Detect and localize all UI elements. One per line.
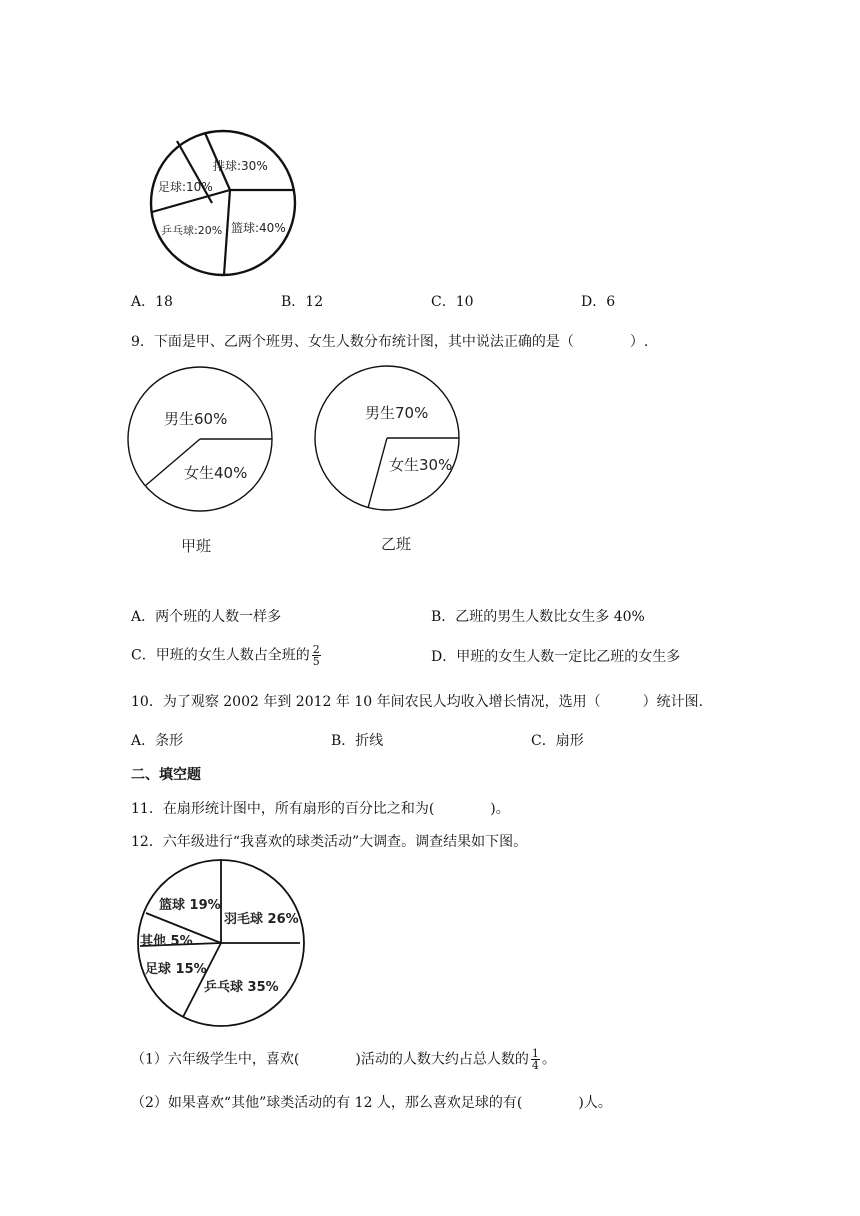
q10-question: 10．为了观察 2002 年到 2012 年 10 年间农民人均收入增长情况，选用（ ）统计图.: [131, 694, 704, 710]
q9-yi-label-girl: 女生30%: [389, 456, 453, 474]
q8-option-d: D．6: [581, 294, 616, 310]
q8-option-b: B．12: [281, 294, 324, 310]
q12-label-pingpong: 乒乓球 35%: [204, 980, 279, 995]
q9-jia-label-boy: 男生60%: [164, 410, 228, 428]
q8-label-pingpong: 乒乓球:20%: [161, 224, 223, 237]
q9-option-a: A．两个班的人数一样多: [131, 609, 282, 625]
q12-sub1-numerator: 1: [531, 1047, 539, 1060]
q10-option-b: B．折线: [331, 733, 384, 749]
q9-option-d: D．甲班的女生人数一定比乙班的女生多: [431, 649, 681, 665]
q9-jia-caption: 甲班: [181, 537, 212, 555]
q12-sub1-denominator: 4: [531, 1059, 539, 1072]
q8-option-c: C．10: [431, 294, 474, 310]
q9-option-c-numerator: 2: [312, 643, 320, 656]
q11-question: 11．在扇形统计图中，所有扇形的百分比之和为( )。: [131, 801, 510, 817]
q9-option-c-text: C．甲班的女生人数占全班的: [131, 647, 310, 664]
q12-label-football: 足球 15%: [145, 962, 207, 977]
section-title: 二、填空题: [131, 767, 201, 783]
q9-option-b: B．乙班的男生人数比女生多 40%: [431, 609, 645, 625]
q9-option-c-denominator: 5: [312, 655, 320, 668]
q12-sub1-suffix: 。: [541, 1051, 556, 1068]
q12-label-badminton: 羽毛球 26%: [224, 912, 299, 927]
q12-question: 12．六年级进行“我喜欢的球类活动”大调查。调查结果如下图。: [131, 834, 528, 850]
q12-sub2: （2）如果喜欢“其他”球类活动的有 12 人，那么喜欢足球的有( )人。: [131, 1095, 612, 1111]
q12-sub1: [131, 1048, 556, 1071]
q8-option-a: A．18: [131, 294, 173, 310]
q8-label-volleyball: 排球:30%: [213, 159, 268, 173]
q12-label-basketball: 篮球 19%: [159, 898, 221, 913]
q9-yi-label-boy: 男生70%: [365, 404, 429, 422]
q10-option-a: A．条形: [131, 733, 184, 749]
q12-sub1-text: （1）六年级学生中，喜欢( )活动的人数大约占总人数的: [131, 1051, 529, 1068]
q8-label-football: 足球:10%: [158, 180, 213, 194]
q8-label-basketball: 篮球:40%: [231, 221, 286, 235]
q9-question: 9．下面是甲、乙两个班男、女生人数分布统计图，其中说法正确的是（ ）.: [131, 334, 649, 350]
q12-sub1-fraction: [531, 1048, 540, 1071]
q10-option-c: C．扇形: [531, 733, 584, 749]
q9-yi-caption: 乙班: [381, 535, 412, 553]
q12-label-other: 其他 5%: [140, 934, 193, 949]
q9-jia-label-girl: 女生40%: [184, 464, 248, 482]
